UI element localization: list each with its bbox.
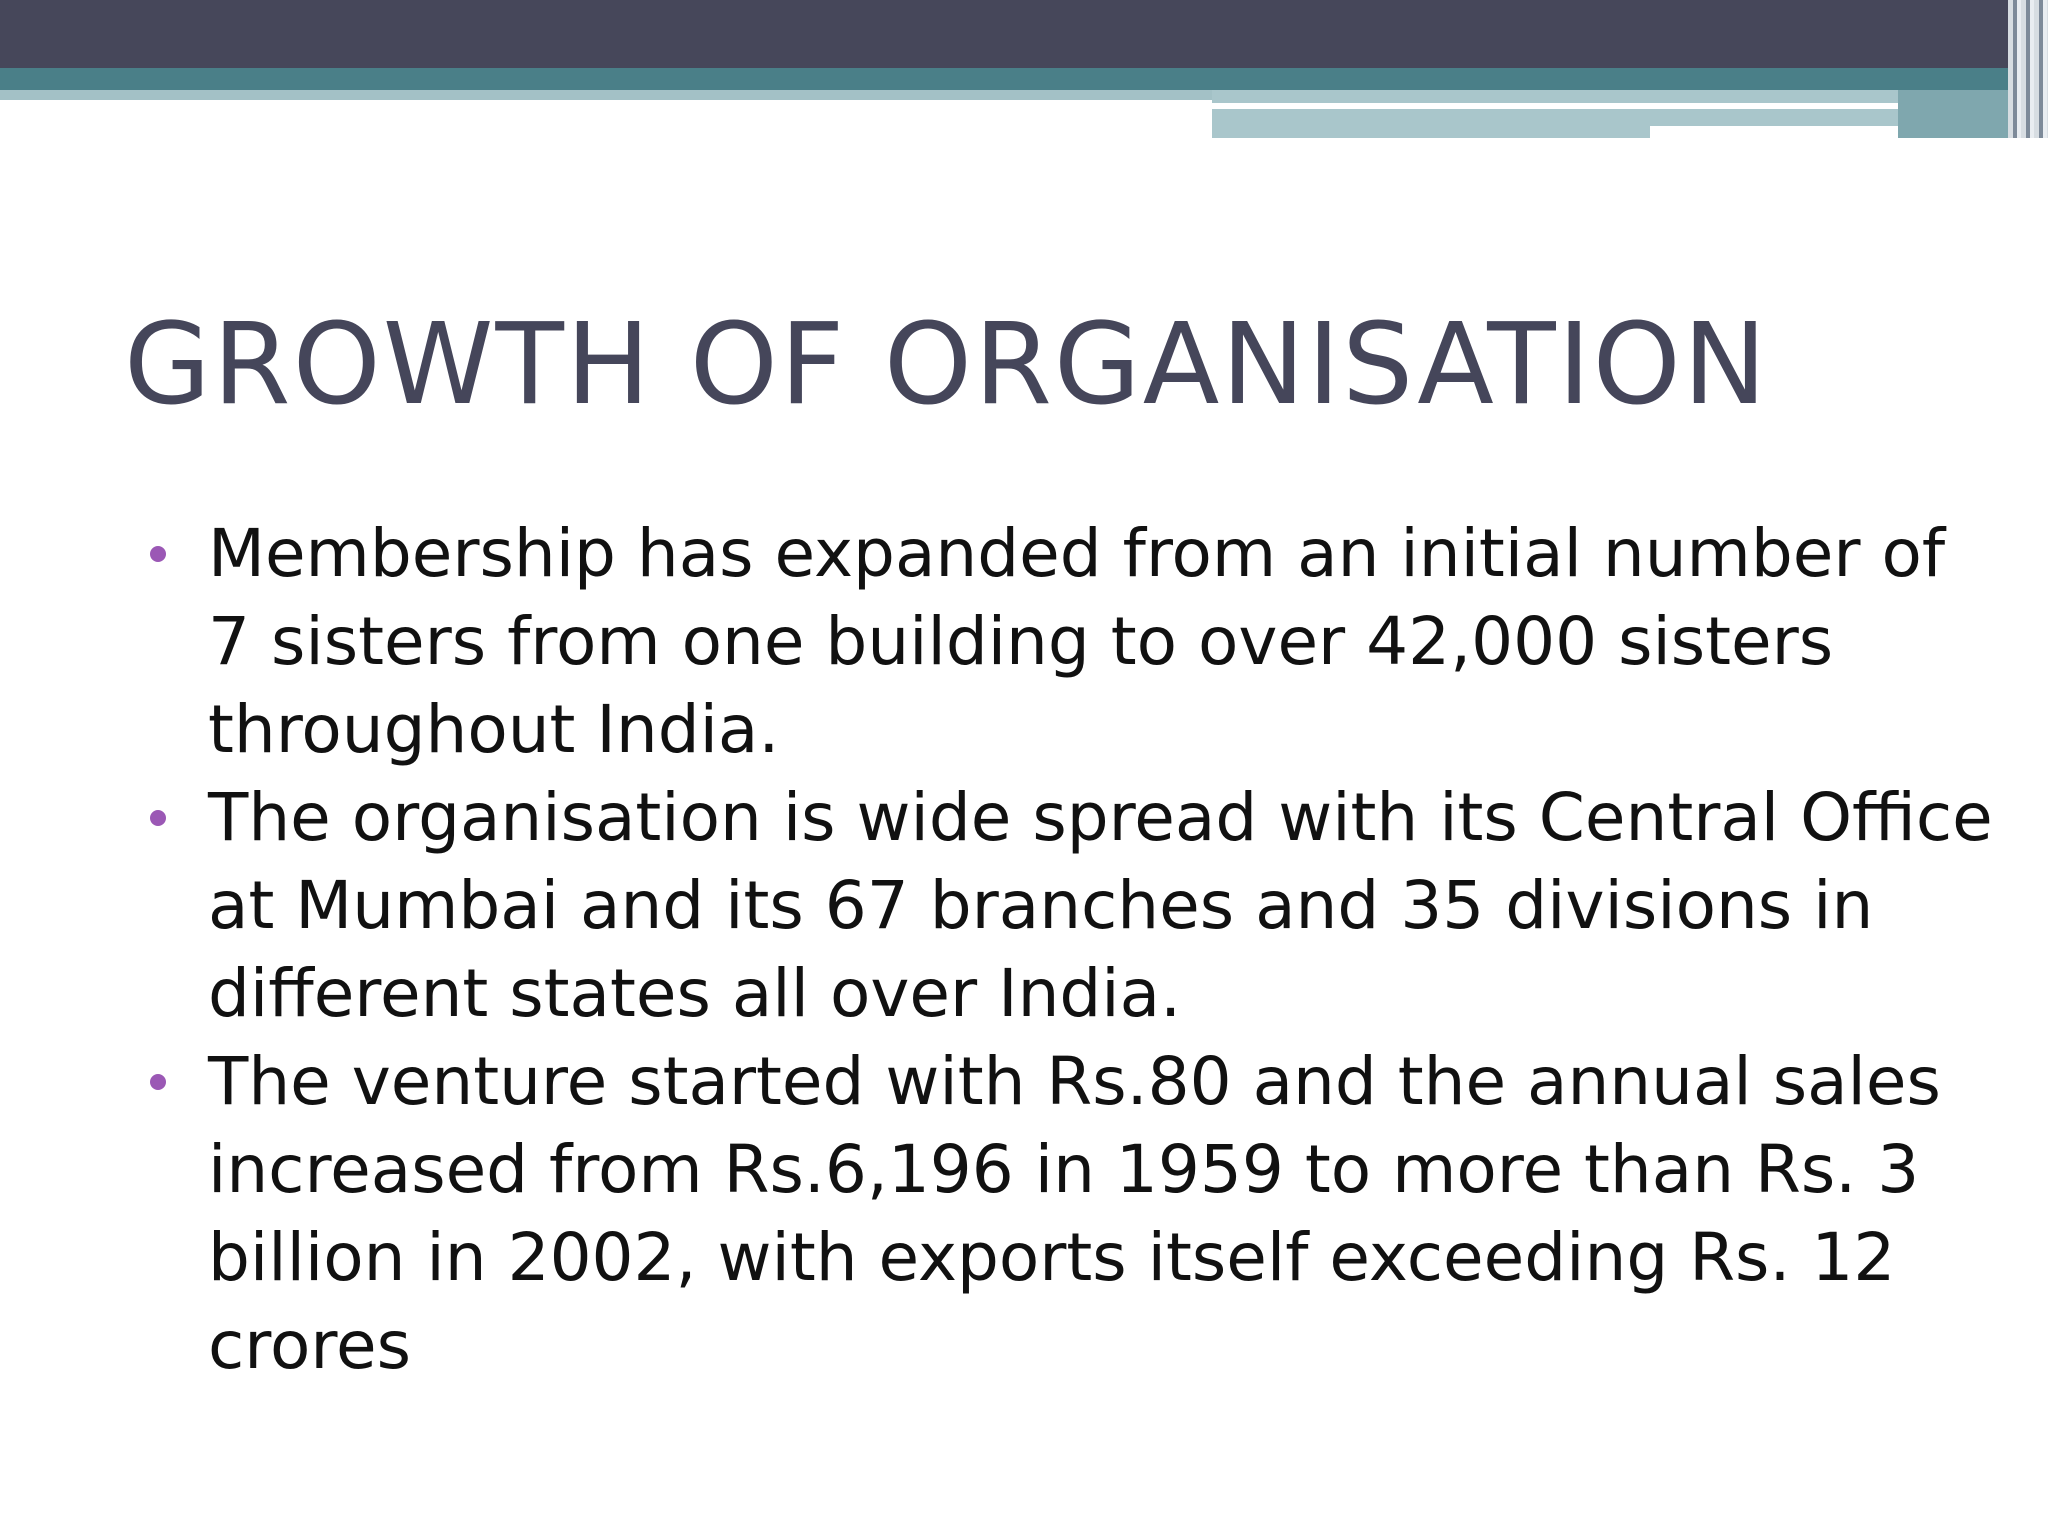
bullet-marker-icon — [150, 810, 166, 826]
bullet-item — [150, 774, 2000, 1038]
bullet-item — [150, 510, 2000, 774]
bullet-marker-icon — [150, 546, 166, 562]
bullet-marker-icon — [150, 1074, 166, 1090]
header-edge-stripes — [2008, 0, 2048, 138]
header-band-light — [0, 90, 1212, 100]
bullet-list — [150, 510, 2000, 1390]
header-band-right-line — [1212, 103, 1898, 109]
header-band-right-accent — [1898, 90, 2008, 138]
bullet-text: The venture started with Rs.80 and the annual sales increased from Rs.6,196 in 1959 to more than Rs. 3 billion in 2002, with exports itself exceeding Rs. 12 crores — [208, 1043, 1941, 1384]
bullet-item — [150, 1038, 2000, 1390]
slide-title: GROWTH OF ORGANISATION — [124, 300, 1769, 430]
bullet-text: Membership has expanded from an initial number of 7 sisters from one building to over 42,000 sisters throughout India. — [208, 515, 1946, 768]
header-band-teal — [0, 68, 2048, 90]
header-band-dark — [0, 0, 2048, 68]
bullet-text: The organisation is wide spread with its Central Office at Mumbai and its 67 branches and 35 divisions in different states all over India. — [208, 779, 1993, 1032]
